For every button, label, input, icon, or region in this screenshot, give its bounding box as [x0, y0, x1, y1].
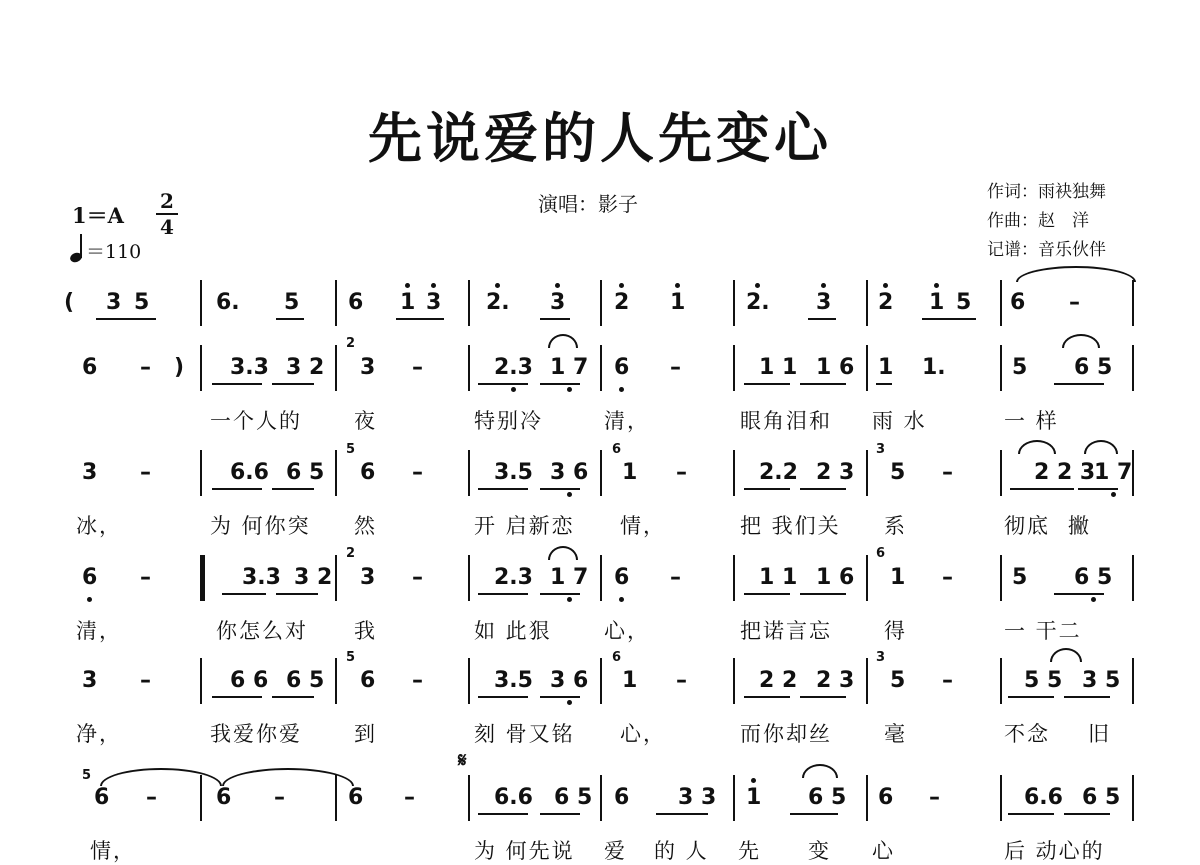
barline	[200, 280, 202, 326]
barline	[468, 345, 470, 391]
note-token: 6 5	[808, 785, 847, 810]
barline	[335, 280, 337, 326]
beat-underline	[1078, 488, 1118, 490]
barline	[1000, 775, 1002, 821]
lyric-text: 开 启新恋	[474, 514, 575, 538]
octave-dot-low	[87, 597, 92, 602]
octave-dot-high	[934, 283, 939, 288]
note-token: 1	[622, 668, 638, 693]
octave-dot-high	[405, 283, 410, 288]
barline	[733, 555, 735, 601]
barline	[1000, 280, 1002, 326]
barline	[733, 280, 735, 326]
octave-dot-low	[619, 387, 624, 392]
barline	[200, 658, 202, 704]
note-token: 6 5	[1074, 565, 1112, 591]
barline	[200, 450, 202, 496]
lyric-text: 把 我们关	[740, 514, 841, 538]
beat-underline	[808, 318, 836, 320]
barline	[866, 775, 868, 821]
lyric-text: 后 动心的	[1004, 839, 1105, 863]
beat-underline	[922, 318, 976, 320]
note-token: 3	[360, 565, 376, 590]
beat-underline	[1064, 696, 1110, 698]
note-token: 3	[106, 290, 122, 315]
note-token: 6 5	[286, 460, 325, 485]
barline	[600, 658, 602, 704]
note-token: 3 6	[550, 668, 588, 694]
note-token: )	[174, 355, 185, 380]
barline	[1132, 775, 1134, 821]
barline	[1132, 450, 1134, 496]
note-token: 1	[670, 290, 685, 316]
lyric-text: 为 何你突	[210, 514, 311, 538]
beat-underline	[478, 383, 528, 385]
note-token: 6	[1010, 290, 1026, 315]
note-token: 6	[614, 355, 629, 381]
beat-underline	[272, 696, 314, 698]
lyric-text: 我爱你爱	[210, 722, 302, 746]
beat-underline	[396, 318, 444, 320]
key-signature: 1＝A	[72, 203, 124, 228]
lyric-text: 心，	[604, 619, 650, 643]
lyric-text: 而你却丝	[740, 722, 832, 746]
barline	[335, 450, 337, 496]
barline	[866, 658, 868, 704]
note-token: 1	[878, 355, 894, 380]
beat-underline	[800, 383, 846, 385]
note-token: –	[1069, 290, 1080, 315]
lyric-text: 如 此狠	[474, 619, 552, 643]
octave-dot-low	[511, 387, 516, 392]
note-token: (	[64, 290, 75, 315]
repeat-sign	[201, 555, 211, 601]
barline	[1132, 345, 1134, 391]
barline	[866, 555, 868, 601]
note-token: –	[140, 565, 151, 590]
octave-dot-low	[619, 597, 624, 602]
lyric-text: 毫	[884, 722, 907, 746]
note-token: 3 3	[678, 785, 717, 810]
note-token: 6 5	[554, 785, 593, 810]
beat-underline	[1008, 696, 1054, 698]
beat-underline	[1010, 488, 1074, 490]
barline	[468, 450, 470, 496]
slur-arc	[1016, 266, 1136, 282]
note-token: 2 2	[759, 668, 798, 693]
note-token: –	[140, 668, 151, 693]
beat-underline	[1054, 383, 1104, 385]
note-token: 6	[360, 668, 376, 693]
beat-underline	[1064, 813, 1110, 815]
note-token: 1	[622, 460, 638, 485]
grace-note: 6	[876, 546, 886, 561]
note-token: 1 7	[550, 565, 588, 591]
barline	[733, 450, 735, 496]
note-token: 2	[878, 290, 893, 316]
beat-underline	[276, 593, 318, 595]
note-token: –	[274, 785, 285, 810]
barline	[600, 775, 602, 821]
grace-note: 2	[346, 336, 356, 351]
note-token: 6	[348, 785, 364, 810]
note-token: 5	[284, 290, 300, 315]
beat-underline	[478, 488, 528, 490]
beat-underline	[1054, 593, 1104, 595]
note-token: –	[412, 355, 423, 380]
beat-underline	[222, 593, 266, 595]
octave-dot-high	[495, 283, 500, 288]
note-token: 2 3	[816, 668, 855, 693]
barline	[1132, 658, 1134, 704]
octave-dot-low	[1091, 597, 1096, 602]
lyric-text: 爱	[604, 839, 627, 863]
note-token: 6	[94, 785, 110, 810]
beat-underline	[800, 488, 846, 490]
octave-dot-high	[619, 283, 624, 288]
note-token: 6 6	[230, 668, 269, 693]
beat-underline	[744, 383, 790, 385]
grace-note: 6	[612, 650, 622, 665]
barline	[600, 555, 602, 601]
slur-arc	[802, 764, 838, 778]
note-token: –	[929, 785, 940, 810]
lyric-text: 的 人	[654, 839, 709, 863]
note-token: –	[412, 565, 423, 590]
note-token: 5	[890, 668, 906, 693]
note-token: 3	[82, 460, 98, 485]
lyric-text: 变	[808, 839, 831, 863]
lyric-text: 把诺言忘	[740, 619, 832, 643]
barline	[1132, 280, 1134, 326]
note-token: 3	[550, 290, 565, 316]
lyric-text: 我	[354, 619, 377, 643]
beat-underline	[540, 318, 570, 320]
note-token: –	[942, 460, 953, 485]
slur-arc	[100, 768, 222, 786]
note-token: 3 2	[294, 565, 333, 590]
note-token: 1 7	[550, 355, 588, 381]
slur-arc	[1084, 440, 1118, 454]
meter-top: 2	[160, 189, 174, 213]
lyric-text: 先	[738, 839, 761, 863]
barline	[733, 658, 735, 704]
beat-underline	[800, 593, 846, 595]
lyric-text: 夜	[354, 409, 377, 433]
lyric-text: 然	[354, 514, 377, 538]
lyric-text: 净，	[76, 722, 122, 746]
note-token: 6.6	[494, 785, 533, 810]
note-token: –	[670, 565, 681, 590]
barline	[733, 775, 735, 821]
note-token: 1 1	[759, 355, 798, 380]
note-token: 6	[614, 565, 629, 591]
slur-arc	[222, 768, 354, 786]
octave-dot-high	[751, 778, 756, 783]
note-token: 3 6	[550, 460, 588, 486]
note-token: –	[404, 785, 415, 810]
octave-dot-low	[1111, 492, 1116, 497]
barline	[600, 345, 602, 391]
meter-bottom: 4	[160, 215, 174, 239]
lyric-text: 撇	[1068, 514, 1091, 538]
note-token: 5	[1012, 565, 1028, 590]
note-token: 3.5	[494, 668, 533, 693]
beat-underline	[272, 383, 314, 385]
barline	[335, 345, 337, 391]
octave-dot-low	[567, 492, 572, 497]
note-token: 5	[134, 290, 150, 315]
note-token: 1 7	[1094, 460, 1132, 486]
beat-underline	[540, 383, 580, 385]
tempo-value: ＝110	[86, 241, 142, 263]
note-token: –	[140, 460, 151, 485]
note-token: 6	[878, 785, 894, 810]
lyric-text: 一 干二	[1004, 619, 1082, 643]
note-token: –	[412, 668, 423, 693]
octave-dot-low	[567, 700, 572, 705]
note-token: 1 6	[816, 355, 855, 380]
beat-underline	[800, 696, 846, 698]
barline	[468, 658, 470, 704]
lyric-text: 清，	[76, 619, 122, 643]
note-token: 3.5	[494, 460, 533, 485]
beat-underline	[478, 813, 528, 815]
lyric-text: 心，	[620, 722, 666, 746]
note-token: 3 5	[1082, 668, 1121, 693]
note-token: 1	[929, 290, 944, 316]
note-token: 1	[400, 290, 415, 316]
note-token: 2	[614, 290, 629, 316]
lyric-text: 一 样	[1004, 409, 1059, 433]
lyric-text: 刻 骨又铭	[474, 722, 575, 746]
note-token: 6 5	[1082, 785, 1121, 810]
grace-note: 5	[346, 650, 356, 665]
note-token: 3.3	[242, 565, 281, 590]
octave-dot-low	[567, 597, 572, 602]
note-token: 6.	[216, 290, 240, 315]
grace-note: 3	[876, 442, 886, 457]
slur-arc	[548, 546, 578, 560]
beat-underline	[212, 488, 262, 490]
transcriber-credit: 记谱：音乐伙伴	[987, 240, 1106, 260]
note-token: 1	[746, 785, 761, 811]
note-token: 2.	[486, 290, 510, 316]
barline	[468, 280, 470, 326]
lyric-text: 你怎么对	[216, 619, 308, 643]
beat-underline	[96, 318, 156, 320]
note-token: 2.	[746, 290, 770, 316]
note-token: 6	[348, 290, 364, 315]
barline	[1132, 555, 1134, 601]
note-token: 2.2	[759, 460, 798, 485]
note-token: 1	[890, 565, 906, 590]
note-token: 1 6	[816, 565, 855, 590]
lyric-text: 特别冷	[474, 409, 543, 433]
note-token: 6 5	[1074, 355, 1113, 380]
lyric-text: 情，	[620, 514, 666, 538]
beat-underline	[540, 593, 580, 595]
note-token: 6.6	[230, 460, 269, 485]
note-token: 1.	[922, 355, 946, 380]
barline	[600, 280, 602, 326]
note-token: 5 5	[1024, 668, 1063, 693]
note-token: –	[942, 565, 953, 590]
beat-underline	[744, 696, 790, 698]
beat-underline	[212, 383, 262, 385]
note-token: 3.3	[230, 355, 269, 380]
note-token: –	[140, 355, 151, 380]
lyric-text: 旧	[1088, 722, 1111, 746]
octave-dot-high	[883, 283, 888, 288]
beat-underline	[744, 488, 790, 490]
note-token: 2 3	[816, 460, 855, 485]
lyric-text: 冰，	[76, 514, 122, 538]
lyricist-credit: 作词：雨袂独舞	[987, 182, 1106, 202]
note-token: 6.6	[1024, 785, 1063, 810]
note-token: 6	[360, 460, 376, 485]
lyric-text: 彻底	[1004, 514, 1050, 538]
note-token: –	[412, 460, 423, 485]
note-token: 3	[426, 290, 441, 316]
grace-note: 2	[346, 546, 356, 561]
beat-underline	[276, 318, 304, 320]
lyric-text: 雨 水	[872, 409, 927, 433]
note-token: –	[942, 668, 953, 693]
note-token: 1 1	[759, 565, 798, 590]
grace-note: 3	[876, 650, 886, 665]
barline	[1000, 345, 1002, 391]
slur-arc	[548, 334, 578, 348]
lyric-text: 清，	[604, 409, 650, 433]
lyric-text: 为 何先说	[474, 839, 575, 863]
note-token: 5	[890, 460, 906, 485]
slur-arc	[1062, 334, 1100, 348]
lyric-text: 不念	[1004, 722, 1050, 746]
barline	[733, 345, 735, 391]
barline	[335, 658, 337, 704]
note-token: 3	[816, 290, 831, 316]
lyric-text: 一个人的	[210, 409, 302, 433]
barline	[600, 450, 602, 496]
note-token: –	[676, 460, 687, 485]
octave-dot-high	[555, 283, 560, 288]
slur-arc	[1050, 648, 1082, 662]
note-token: –	[146, 785, 157, 810]
lyric-text: 系	[884, 514, 907, 538]
composer-credit: 作曲：赵 洋	[987, 211, 1089, 231]
lyric-text: 心	[872, 839, 895, 863]
note-token: 2.3	[494, 355, 533, 381]
note-token: 6 5	[286, 668, 325, 693]
beat-underline	[212, 696, 262, 698]
octave-dot-high	[675, 283, 680, 288]
barline	[335, 555, 337, 601]
beat-underline	[540, 696, 580, 698]
beat-underline	[540, 813, 580, 815]
beat-underline	[876, 383, 892, 385]
note-token: 6	[82, 565, 97, 591]
beat-underline	[272, 488, 314, 490]
lyric-text: 得	[884, 619, 907, 643]
barline	[1000, 450, 1002, 496]
note-token: 6	[614, 785, 630, 810]
barline	[866, 345, 868, 391]
lyric-text: 眼角泪和	[740, 409, 832, 433]
barline	[200, 345, 202, 391]
beat-underline	[656, 813, 708, 815]
note-token: 2.3	[494, 565, 533, 590]
segno-sign: 𝄋	[458, 748, 467, 772]
octave-dot-high	[431, 283, 436, 288]
beat-underline	[540, 488, 580, 490]
octave-dot-low	[567, 387, 572, 392]
note-token: 3	[360, 355, 376, 380]
beat-underline	[790, 813, 838, 815]
page-title: 先说爱的人先变心	[368, 106, 832, 170]
lyric-text: 情，	[90, 839, 136, 863]
note-token: 2 2 3	[1034, 460, 1096, 485]
barline	[866, 280, 868, 326]
lyric-text: 到	[354, 722, 377, 746]
barline	[1000, 658, 1002, 704]
beat-underline	[478, 696, 528, 698]
note-token: –	[670, 355, 681, 380]
note-token: 6	[82, 355, 98, 380]
beat-underline	[478, 593, 528, 595]
grace-note: 6	[612, 442, 622, 457]
note-token: –	[676, 668, 687, 693]
slur-arc	[1018, 440, 1056, 454]
note-token: 3 2	[286, 355, 325, 380]
barline	[1000, 555, 1002, 601]
note-token: 5	[956, 290, 972, 315]
beat-underline	[744, 593, 790, 595]
barline	[468, 775, 470, 821]
barline	[468, 555, 470, 601]
grace-note: 5	[346, 442, 356, 457]
octave-dot-high	[821, 283, 826, 288]
beat-underline	[1008, 813, 1054, 815]
grace-note: 5	[82, 768, 92, 783]
note-token: 5	[1012, 355, 1028, 380]
singer-credit: 演唱：影子	[538, 192, 638, 216]
note-token: 3	[82, 668, 98, 693]
octave-dot-high	[755, 283, 760, 288]
note-token: 6	[216, 785, 232, 810]
barline	[866, 450, 868, 496]
